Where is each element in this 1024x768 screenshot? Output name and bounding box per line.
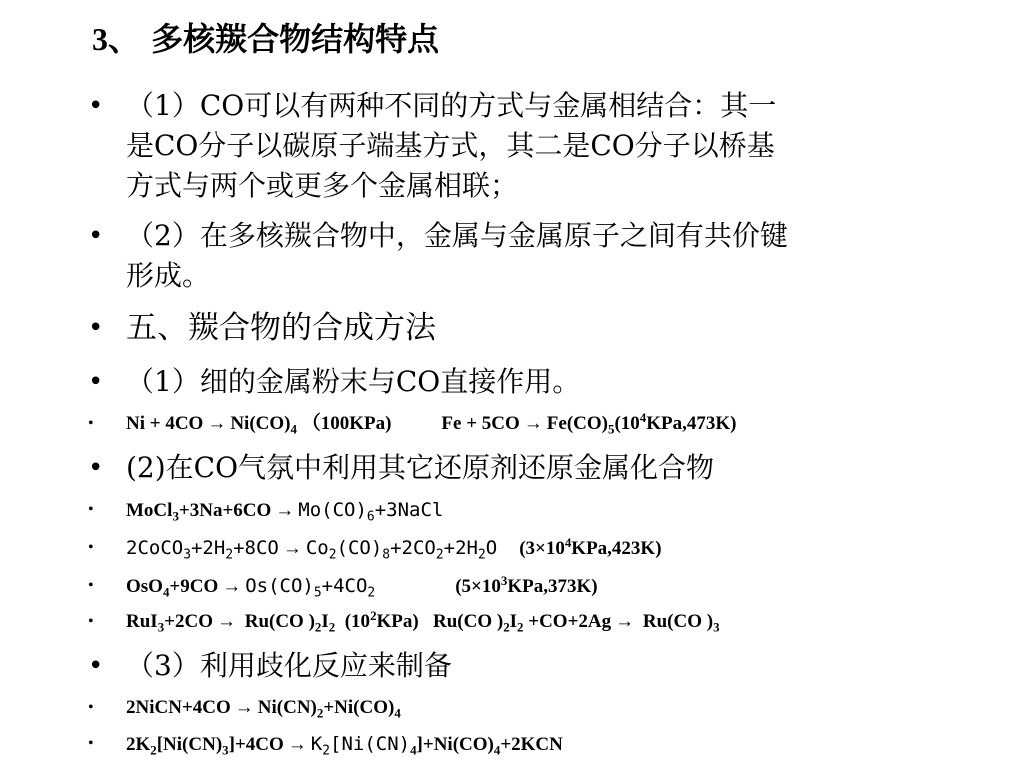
eq-part: 2NiCN+4CO xyxy=(126,697,231,718)
arrow-icon: → xyxy=(207,413,227,434)
text-line: 是CO分子以碳原子端基方式，其二是CO分子以桥基 xyxy=(126,129,775,162)
eq-part: Ru(CO ) xyxy=(642,611,714,632)
eq-part: RuI xyxy=(126,611,158,632)
eq-subscript: 2 xyxy=(328,619,336,635)
arrow-icon: → xyxy=(615,611,635,632)
eq-part: +2H xyxy=(190,537,226,559)
eq-part: ]+Ni(CO) xyxy=(416,734,494,755)
eq-part: +3Na+6CO xyxy=(178,500,272,521)
eq-part: Ru(CO ) xyxy=(244,611,315,632)
arrow-icon: → xyxy=(287,734,307,755)
eq-part: (5×10 xyxy=(455,576,501,597)
bullet-dot: • xyxy=(88,367,104,397)
bullet-dot: • xyxy=(88,699,94,716)
bullet-dot: • xyxy=(88,735,94,752)
equation-text xyxy=(126,694,401,722)
eq-part: +2H xyxy=(443,537,478,559)
eq-part: Fe(CO) xyxy=(546,413,608,434)
bullet-dot: • xyxy=(88,539,94,556)
eq-superscript: 2 xyxy=(370,607,377,623)
eq-part: (10 xyxy=(344,611,371,632)
bullet-dot: • xyxy=(88,91,104,121)
eq-subscript: 2 xyxy=(314,619,322,635)
equation-text xyxy=(126,608,720,636)
text-line: （1）CO可以有两种不同的方式与金属相结合：其一 xyxy=(126,89,777,122)
bullet-text: （3）利用歧化反应来制备 xyxy=(126,649,452,682)
eq-subscript: 2 xyxy=(503,619,510,635)
eq-subscript: 4 xyxy=(290,421,297,437)
text-line: 方式与两个或更多个金属相联； xyxy=(126,169,519,202)
arrow-icon: → xyxy=(523,413,543,434)
eq-superscript: 3 xyxy=(500,572,508,588)
eq-subscript: 2 xyxy=(150,742,157,758)
eq-part: Ru(CO ) xyxy=(432,611,504,632)
eq-superscript: 4 xyxy=(564,534,572,550)
eq-subscript: 2 xyxy=(517,619,524,635)
bullet-dot: • xyxy=(88,577,94,594)
text-line: （2）在多核羰合物中，金属与金属原子之间有共价键 xyxy=(126,219,788,252)
bullet-dot: • xyxy=(88,313,104,343)
bullet-text xyxy=(126,216,788,296)
eq-part: +3NaCl xyxy=(374,499,444,521)
eq-subscript: 2 xyxy=(435,547,444,563)
equation-text xyxy=(126,730,563,759)
bullet-dot: • xyxy=(88,453,104,483)
bullet-text: (2)在CO气氛中利用其它还原剂还原金属化合物 xyxy=(126,451,715,484)
eq-part: +CO+2Ag xyxy=(528,611,612,632)
arrow-icon: → xyxy=(282,538,302,559)
eq-part: +9CO xyxy=(169,576,219,597)
eq-part: +2CO xyxy=(390,537,436,559)
eq-subscript: 2 xyxy=(225,547,234,563)
eq-part: MoCl xyxy=(126,500,173,521)
eq-subscript: 4 xyxy=(162,584,170,600)
eq-subscript: 2 xyxy=(477,547,486,563)
bullet-dot: • xyxy=(88,415,94,432)
title-text: 多核羰合物结构特点 xyxy=(151,20,440,58)
eq-part: 2K xyxy=(126,734,151,755)
equation-text xyxy=(126,572,598,601)
eq-part: I xyxy=(509,611,518,632)
eq-part: Mo(CO) xyxy=(298,499,367,521)
eq-subscript: 6 xyxy=(366,509,375,525)
eq-subscript: 4 xyxy=(394,705,401,721)
eq-subscript: 2 xyxy=(328,547,337,563)
eq-part: KPa,373K) xyxy=(507,576,598,597)
eq-superscript: 4 xyxy=(639,409,647,425)
eq-part: +2KCN xyxy=(500,734,563,755)
eq-part: KPa,423K) xyxy=(571,538,662,559)
eq-part: K xyxy=(310,733,323,755)
eq-part: O xyxy=(485,537,498,559)
eq-part: Ni + 4CO xyxy=(126,413,204,434)
arrow-icon: → xyxy=(275,500,295,521)
section-heading: 五、羰合物的合成方法 xyxy=(126,310,436,346)
arrow-icon: → xyxy=(216,611,236,632)
eq-part: +Ni(CO) xyxy=(323,697,395,718)
eq-subscript: 3 xyxy=(222,742,229,758)
eq-subscript: 4 xyxy=(493,742,501,758)
bullet-dot: • xyxy=(88,501,94,518)
bullet-text xyxy=(126,86,776,206)
eq-part: Fe + 5CO xyxy=(441,413,520,434)
eq-part: (10 xyxy=(614,413,640,434)
eq-subscript: 3 xyxy=(157,619,165,635)
eq-part: +2CO xyxy=(164,611,213,632)
title-number: 3、 xyxy=(92,21,141,57)
eq-part: +4CO xyxy=(321,575,368,597)
bullet-dot: • xyxy=(88,613,94,630)
eq-part: KPa,473K) xyxy=(646,413,737,434)
slide-title xyxy=(92,14,439,60)
bullet-dot: • xyxy=(88,651,104,681)
eq-part: Co xyxy=(305,537,329,559)
eq-part: (3×10 xyxy=(519,538,565,559)
eq-part: [Ni(CN) xyxy=(156,734,223,755)
eq-subscript: 3 xyxy=(713,619,720,635)
eq-part: KPa) xyxy=(376,611,419,632)
bullet-text: （1）细的金属粉末与CO直接作用。 xyxy=(126,365,581,398)
eq-part: Os(CO) xyxy=(245,575,314,597)
eq-part: Ni(CO) xyxy=(230,413,291,434)
eq-part: 2CoCO xyxy=(126,537,184,559)
eq-subscript: 5 xyxy=(607,421,615,437)
eq-part: ]+4CO xyxy=(228,734,284,755)
equation-text xyxy=(126,410,736,438)
eq-part: (CO) xyxy=(336,537,383,559)
eq-subscript: 8 xyxy=(382,547,391,563)
eq-part: （100KPa) xyxy=(301,413,392,434)
eq-part: I xyxy=(321,611,329,632)
eq-subscript: 2 xyxy=(367,585,376,601)
equation-text xyxy=(126,534,662,563)
bullet-dot: • xyxy=(88,221,104,251)
eq-subscript: 2 xyxy=(316,705,324,721)
eq-subscript: 3 xyxy=(183,547,191,563)
eq-part: [Ni(CN) xyxy=(330,733,411,755)
eq-part: Ni(CN) xyxy=(257,697,317,718)
equation-text xyxy=(126,496,443,525)
arrow-icon: → xyxy=(234,697,254,718)
text-line: 形成。 xyxy=(126,259,211,292)
arrow-icon: → xyxy=(222,576,242,597)
eq-subscript: 2 xyxy=(322,743,331,759)
eq-subscript: 4 xyxy=(410,742,417,758)
eq-subscript: 3 xyxy=(172,508,179,524)
eq-subscript: 5 xyxy=(313,585,322,601)
eq-part: OsO xyxy=(126,576,163,597)
eq-part: +8CO xyxy=(233,537,279,559)
